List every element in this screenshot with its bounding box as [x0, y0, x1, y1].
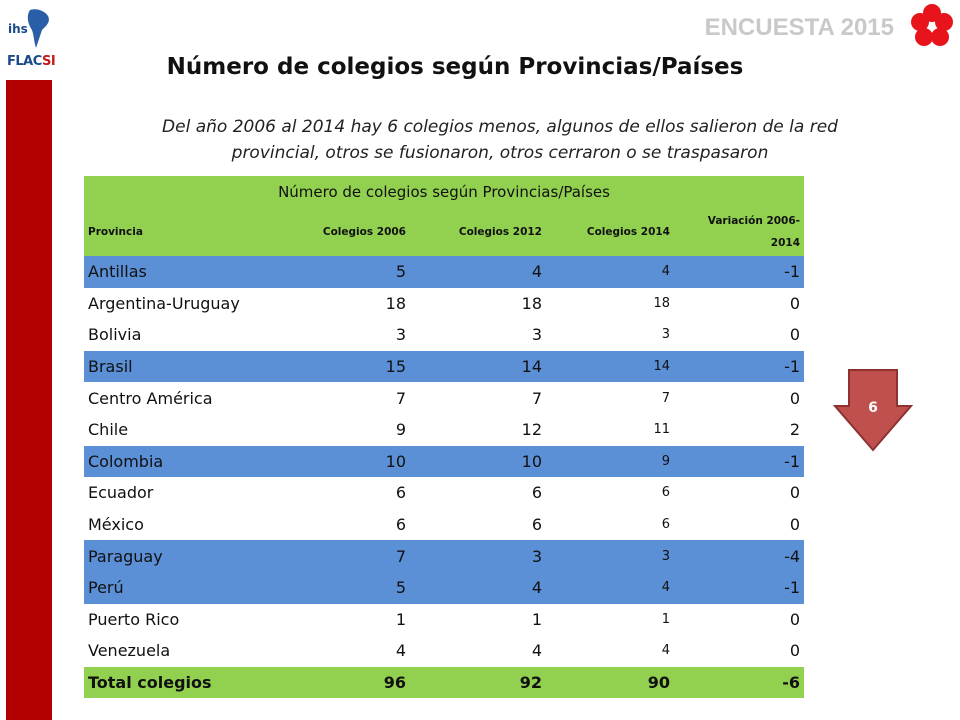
page-subtitle: [70, 114, 930, 166]
colegios-2012: 4: [410, 572, 546, 604]
colegios-2012: 1: [531, 609, 542, 629]
colegios-2006: 6: [395, 515, 406, 535]
header-variacion: [674, 208, 804, 256]
table-title-row: [84, 176, 804, 208]
table-row: [84, 288, 804, 320]
colegios-2006: 3: [395, 325, 406, 345]
table-row: [84, 319, 804, 351]
variation: 0: [789, 609, 801, 629]
side-accent-bar: [6, 80, 52, 720]
province-name: Perú: [84, 572, 284, 604]
subtitle-line-1: Del año 2006 al 2014 hay 6 colegios menos, algunos de ellos salieron de la red: [162, 117, 838, 137]
colegios-2006: 10: [284, 446, 410, 478]
colegios-2014: 18: [653, 295, 670, 311]
total-2014: 90: [546, 667, 674, 698]
province-name: Centro América: [88, 388, 213, 408]
province-name: Brasil: [84, 351, 284, 383]
province-name: Paraguay: [84, 540, 284, 572]
colegios-2014: 4: [546, 256, 674, 288]
province-name: Ecuador: [88, 483, 154, 503]
header-provincia: Provincia: [84, 208, 284, 256]
colegios-2006: 15: [284, 351, 410, 383]
table-title: Número de colegios según Provincias/Países: [84, 176, 804, 208]
table-row: [84, 414, 804, 446]
total-label: Total colegios: [84, 667, 284, 698]
colegios-2014: 3: [546, 540, 674, 572]
colegios-2014: 11: [653, 422, 670, 438]
survey-year-label: ENCUESTA 2015: [704, 14, 894, 41]
table-row: [84, 540, 804, 572]
colegios-2014: 6: [661, 517, 670, 533]
callout-value: 6: [868, 400, 878, 416]
province-name: México: [88, 515, 144, 535]
variation: -1: [674, 572, 804, 604]
province-name: Chile: [88, 420, 129, 440]
colegios-2012: 7: [531, 388, 542, 408]
colegios-2012: 4: [531, 641, 542, 661]
total-variation: -6: [674, 667, 804, 698]
variation: 0: [789, 515, 801, 535]
colegios-2012: 18: [521, 293, 542, 313]
logo-ihs-text: ihs: [8, 22, 28, 36]
table-row: [84, 509, 804, 541]
red-flower-icon: [908, 2, 956, 50]
total-row: [84, 667, 804, 698]
province-name: Antillas: [84, 256, 284, 288]
header-colegios-2006: Colegios 2006: [284, 208, 410, 256]
colegios-2006: 7: [284, 540, 410, 572]
table-row: [84, 572, 804, 604]
colegios-2014: 1: [661, 611, 670, 627]
header-variacion-line-1: Variación 2006-: [707, 215, 801, 227]
variation: 0: [789, 641, 801, 661]
colegios-2006: 4: [395, 641, 406, 661]
schools-table: [84, 176, 804, 698]
subtitle-line-2: provincial, otros se fusionaron, otros cerraron o se traspasaron: [231, 143, 769, 163]
colegios-2014: 7: [661, 390, 670, 406]
logo-si-part: SI: [42, 54, 56, 69]
colegios-2012: 6: [531, 483, 542, 503]
variation: 2: [789, 420, 801, 440]
province-name: Venezuela: [88, 641, 171, 661]
variation: 0: [789, 388, 801, 408]
colegios-2014: 4: [661, 643, 670, 659]
colegios-2006: 5: [284, 572, 410, 604]
variation: -1: [674, 351, 804, 383]
globe-map-icon: [26, 6, 54, 50]
colegios-2012: 3: [410, 540, 546, 572]
variation: -4: [674, 540, 804, 572]
colegios-2014: 14: [546, 351, 674, 383]
colegios-2012: 3: [531, 325, 542, 345]
logo-flac-part: FLAC: [7, 54, 43, 69]
colegios-2006: 18: [385, 293, 406, 313]
province-name: Colombia: [84, 446, 284, 478]
colegios-2006: 7: [395, 388, 406, 408]
header-variacion-line-2: 2014: [770, 237, 801, 249]
colegios-2012: 4: [410, 256, 546, 288]
table-row: [84, 604, 804, 636]
header-colegios-2014: Colegios 2014: [546, 208, 674, 256]
table-row: [84, 446, 804, 478]
colegios-2012: 14: [410, 351, 546, 383]
header-colegios-2012: Colegios 2012: [410, 208, 546, 256]
colegios-2014: 3: [661, 327, 670, 343]
variation: 0: [789, 293, 801, 313]
table-row: [84, 256, 804, 288]
table-row: [84, 477, 804, 509]
colegios-2014: 9: [546, 446, 674, 478]
province-name: Puerto Rico: [88, 609, 180, 629]
colegios-2012: 12: [521, 420, 542, 440]
table-header-row: [84, 208, 804, 256]
variation: -1: [674, 446, 804, 478]
colegios-2006: 5: [284, 256, 410, 288]
table-row: [84, 351, 804, 383]
total-2006: 96: [284, 667, 410, 698]
colegios-2014: 4: [546, 572, 674, 604]
colegios-2006: 1: [395, 609, 406, 629]
province-name: Bolivia: [88, 325, 142, 345]
total-2012: 92: [410, 667, 546, 698]
colegios-2006: 6: [395, 483, 406, 503]
colegios-2012: 6: [531, 515, 542, 535]
variation: 0: [789, 483, 801, 503]
table-row: [84, 635, 804, 667]
variation: -1: [674, 256, 804, 288]
variation: 0: [789, 325, 801, 345]
province-name: Argentina-Uruguay: [88, 293, 240, 313]
colegios-2006: 9: [395, 420, 406, 440]
page-title: Número de colegios según Provincias/Países: [166, 54, 744, 80]
colegios-2014: 6: [661, 485, 670, 501]
colegios-2012: 10: [410, 446, 546, 478]
table-row: [84, 382, 804, 414]
